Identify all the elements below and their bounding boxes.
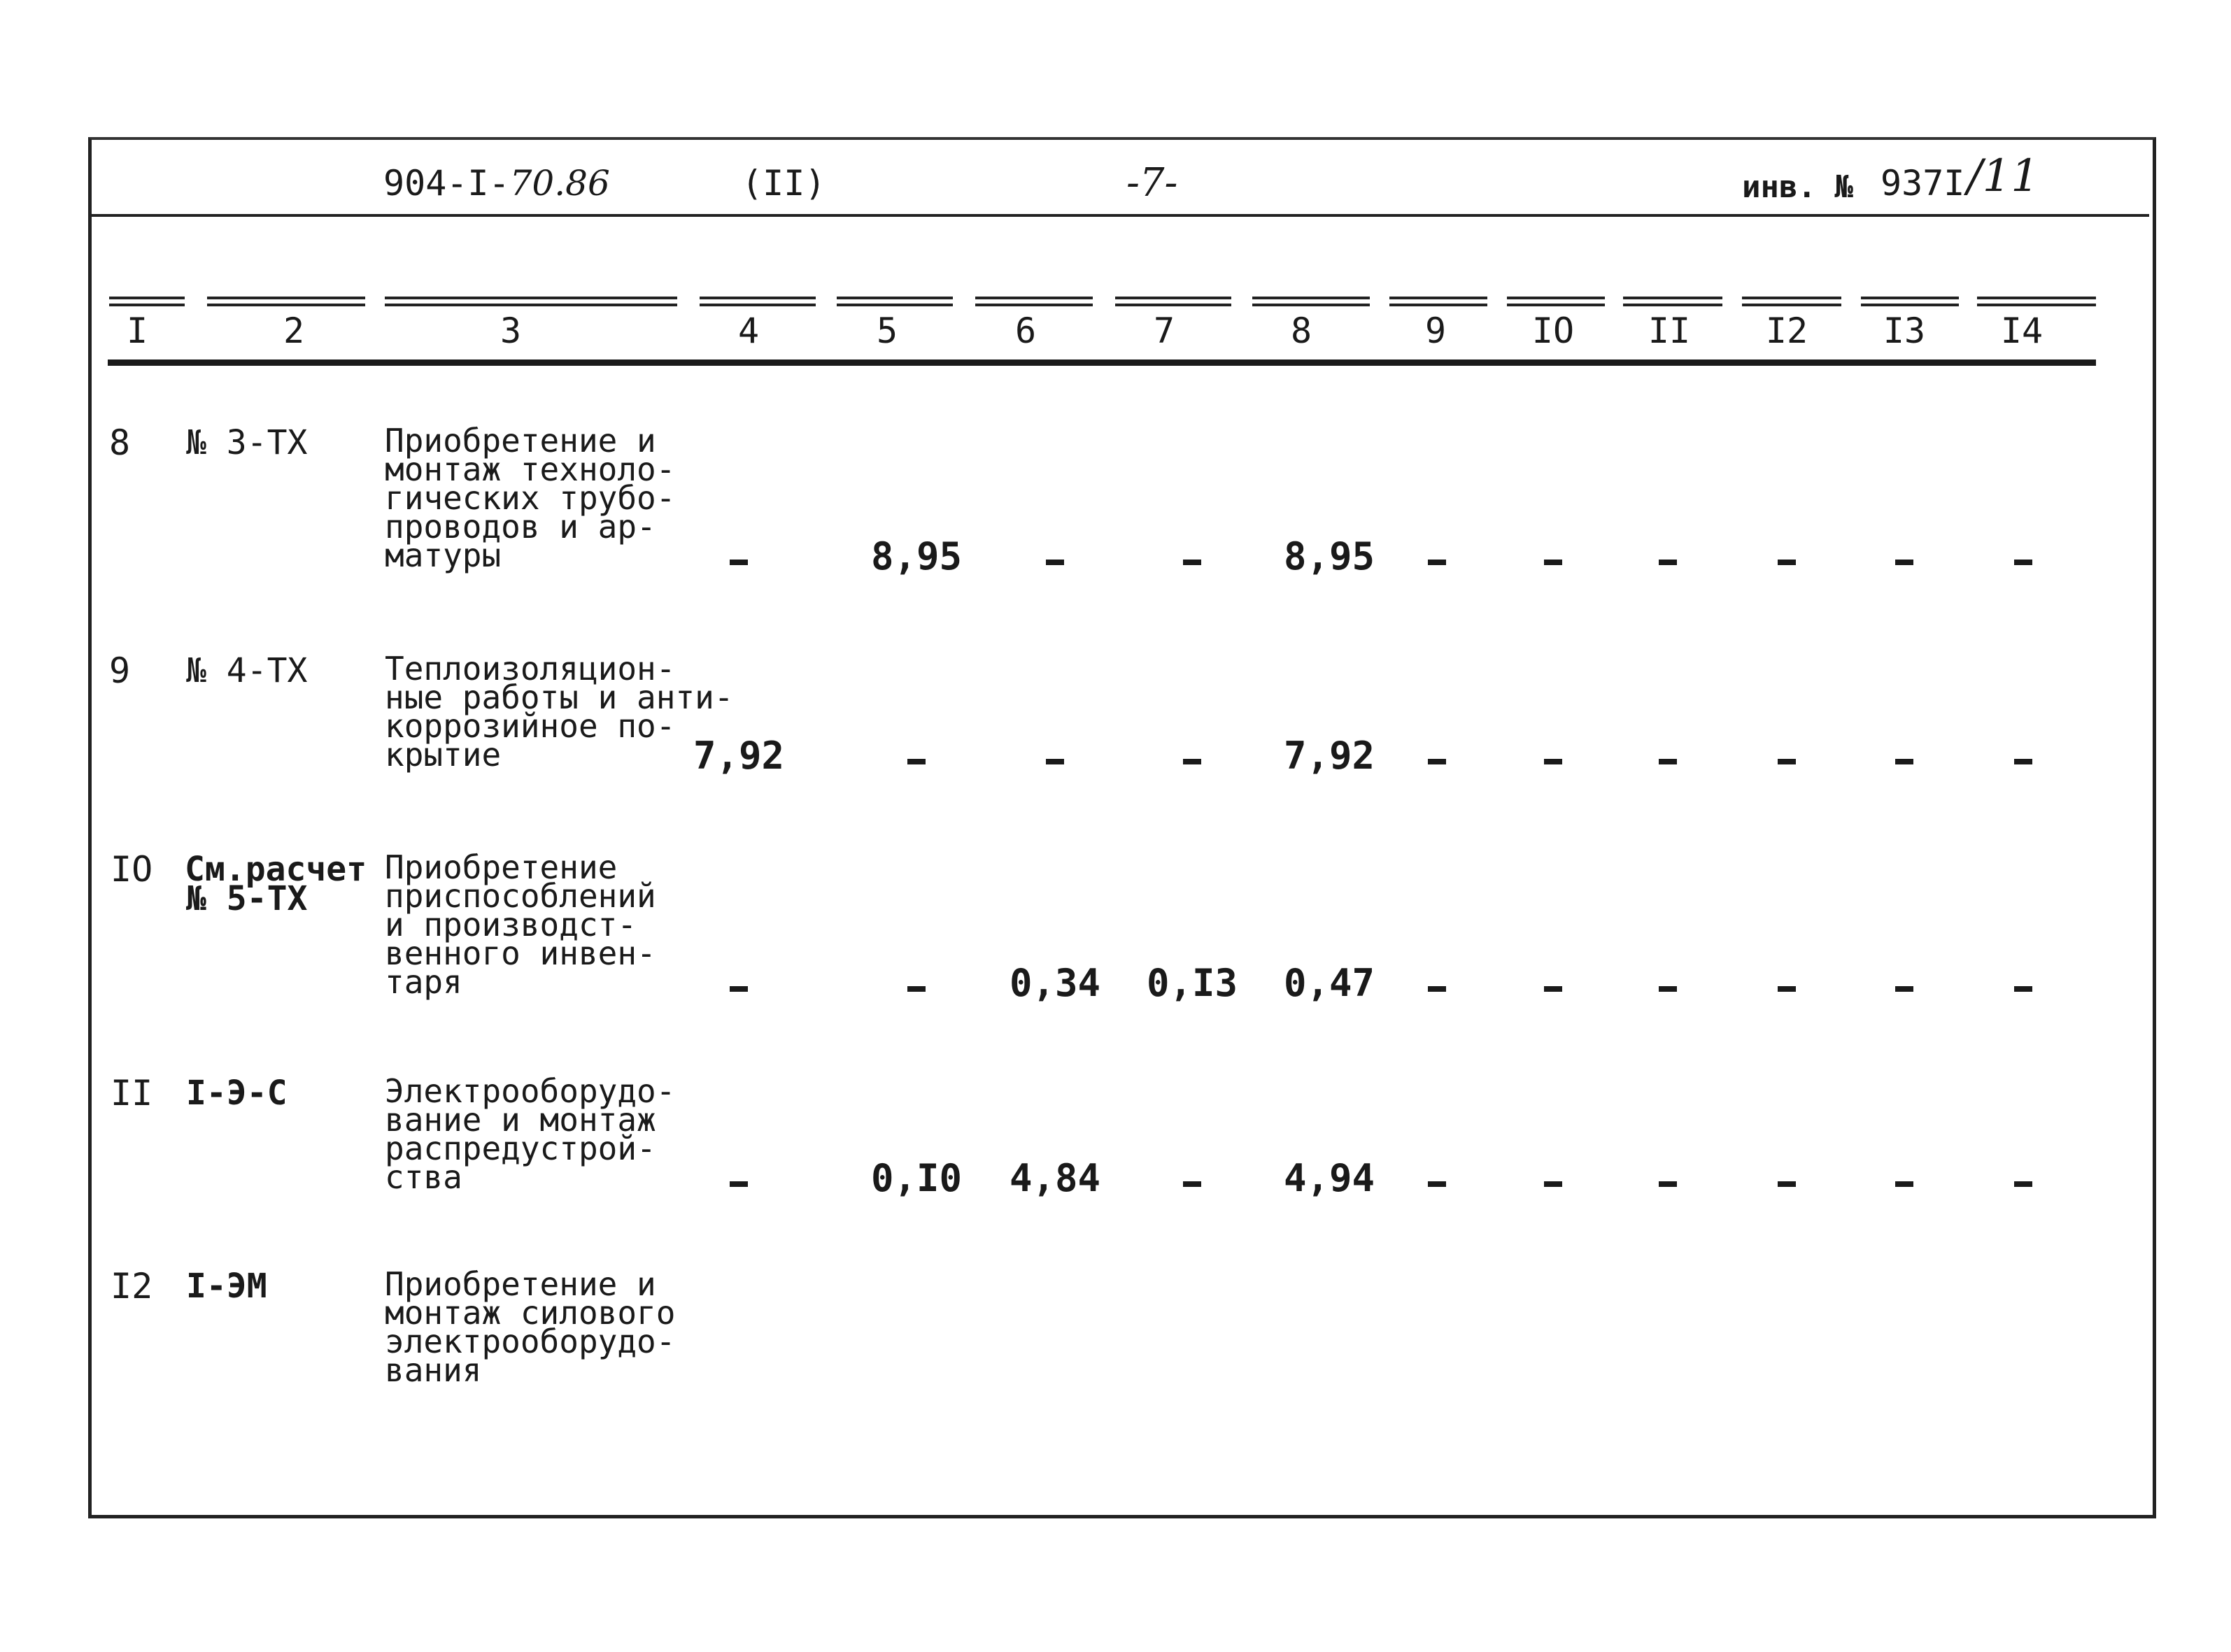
value-cell: 8,95 bbox=[1283, 534, 1375, 578]
empty-value-dash bbox=[1659, 1181, 1677, 1187]
header-separator bbox=[90, 214, 2149, 217]
row-description-line: ные работы и анти- bbox=[385, 678, 734, 716]
column-number: 7 bbox=[1153, 311, 1175, 351]
empty-value-dash bbox=[1895, 560, 1913, 565]
empty-value-dash bbox=[1183, 560, 1201, 565]
empty-value-dash bbox=[1544, 1181, 1562, 1187]
column-number: 4 bbox=[737, 311, 760, 351]
column-dash-rule bbox=[1977, 297, 2096, 306]
empty-value-dash bbox=[1428, 560, 1446, 565]
empty-value-dash bbox=[1895, 1181, 1913, 1187]
column-number: 8 bbox=[1290, 311, 1312, 351]
empty-value-dash bbox=[1544, 560, 1562, 565]
row-number: 8 bbox=[109, 422, 131, 463]
empty-value-dash bbox=[1183, 1181, 1201, 1187]
empty-value-dash bbox=[907, 986, 926, 992]
column-dash-rule bbox=[700, 297, 816, 306]
value-cell: 8,95 bbox=[870, 534, 963, 578]
column-number: I bbox=[126, 311, 148, 351]
empty-value-dash bbox=[1778, 560, 1796, 565]
column-number: I4 bbox=[2000, 311, 2044, 351]
row-description-line: матуры bbox=[385, 536, 502, 574]
column-number: 2 bbox=[283, 311, 305, 351]
row-description-line: проводов и ар- bbox=[385, 508, 656, 546]
empty-value-dash bbox=[1428, 986, 1446, 992]
row-reference: № 5-ТХ bbox=[186, 879, 308, 918]
empty-value-dash bbox=[730, 1181, 748, 1187]
empty-value-dash bbox=[2014, 759, 2032, 764]
column-dash-rule bbox=[1389, 297, 1487, 306]
empty-value-dash bbox=[1895, 759, 1913, 764]
doc-code bbox=[383, 162, 610, 204]
empty-value-dash bbox=[907, 759, 926, 764]
column-dash-rule bbox=[109, 297, 185, 306]
row-description-line: монтаж техноло- bbox=[385, 450, 676, 488]
column-dash-rule bbox=[1623, 297, 1722, 306]
row-description-line: ства bbox=[385, 1158, 462, 1196]
column-number: IO bbox=[1531, 311, 1575, 351]
empty-value-dash bbox=[2014, 560, 2032, 565]
empty-value-dash bbox=[1659, 759, 1677, 764]
empty-value-dash bbox=[1778, 1181, 1796, 1187]
empty-value-dash bbox=[1778, 986, 1796, 992]
row-description-line: вания bbox=[385, 1351, 482, 1389]
inventory-suffix: /11 bbox=[1967, 150, 2039, 202]
column-number: I3 bbox=[1883, 311, 1926, 351]
empty-value-dash bbox=[730, 986, 748, 992]
empty-value-dash bbox=[1046, 560, 1064, 565]
column-dash-rule bbox=[207, 297, 365, 306]
row-description-line: вание и монтаж bbox=[385, 1101, 656, 1139]
inventory-number: 937I bbox=[1881, 163, 1965, 204]
doc-code-prefix: 904-I- bbox=[383, 163, 510, 204]
row-description-line: таря bbox=[385, 963, 462, 1001]
row-description-line: Приобретение и bbox=[385, 422, 656, 460]
empty-value-dash bbox=[1428, 1181, 1446, 1187]
row-number: 9 bbox=[109, 650, 131, 691]
value-cell: 0,I0 bbox=[870, 1156, 963, 1200]
value-cell: 0,34 bbox=[1009, 961, 1101, 1005]
column-dash-rule bbox=[1115, 297, 1231, 306]
row-number: I2 bbox=[111, 1266, 153, 1306]
empty-value-dash bbox=[2014, 1181, 2032, 1187]
doc-code-handwritten: 70.86 bbox=[509, 163, 610, 204]
empty-value-dash bbox=[730, 560, 748, 565]
row-reference: № 4-ТХ bbox=[186, 651, 308, 690]
row-description-line: электрооборудо- bbox=[385, 1323, 676, 1360]
column-number: 9 bbox=[1424, 311, 1447, 351]
empty-value-dash bbox=[1544, 986, 1562, 992]
row-description-line: распредустрой- bbox=[385, 1130, 656, 1167]
value-cell: 4,94 bbox=[1283, 1156, 1375, 1200]
value-cell: 4,84 bbox=[1009, 1156, 1101, 1200]
doc-part: (II) bbox=[742, 163, 826, 204]
empty-value-dash bbox=[1659, 560, 1677, 565]
value-cell: 0,47 bbox=[1283, 961, 1375, 1005]
column-number: 6 bbox=[1014, 311, 1037, 351]
row-description-line: венного инвен- bbox=[385, 934, 656, 972]
row-description-line: крытие bbox=[385, 736, 502, 774]
column-number: II bbox=[1648, 311, 1691, 351]
column-dash-rule bbox=[1742, 297, 1841, 306]
column-dash-rule bbox=[837, 297, 953, 306]
empty-value-dash bbox=[1046, 759, 1064, 764]
row-number: II bbox=[111, 1073, 153, 1113]
page-number: -7- bbox=[1126, 160, 1178, 206]
column-number: 5 bbox=[876, 311, 898, 351]
row-description-line: Теплоизоляцион- bbox=[385, 650, 676, 688]
inventory-label: инв. № bbox=[1742, 169, 1853, 205]
column-dash-rule bbox=[385, 297, 677, 306]
column-dash-rule bbox=[975, 297, 1093, 306]
empty-value-dash bbox=[1895, 986, 1913, 992]
row-description-line: Электрооборудо- bbox=[385, 1072, 676, 1110]
column-dash-rule bbox=[1861, 297, 1959, 306]
row-description-line: гических трубо- bbox=[385, 479, 676, 517]
empty-value-dash bbox=[1778, 759, 1796, 764]
empty-value-dash bbox=[2014, 986, 2032, 992]
row-number: IO bbox=[111, 849, 153, 890]
empty-value-dash bbox=[1544, 759, 1562, 764]
row-description-line: монтаж силового bbox=[385, 1294, 676, 1332]
row-description-line: коррозийное по- bbox=[385, 707, 676, 745]
column-dash-rule bbox=[1252, 297, 1370, 306]
column-dash-rule bbox=[1507, 297, 1605, 306]
row-description-line: Приобретение bbox=[385, 848, 618, 886]
row-reference: I-Э-С bbox=[186, 1074, 288, 1113]
value-cell: 0,I3 bbox=[1146, 961, 1238, 1005]
empty-value-dash bbox=[1428, 759, 1446, 764]
value-cell: 7,92 bbox=[693, 734, 785, 778]
row-description-line: и производст- bbox=[385, 906, 637, 944]
empty-value-dash bbox=[1183, 759, 1201, 764]
row-reference: № 3-ТХ bbox=[186, 423, 308, 462]
empty-value-dash bbox=[1659, 986, 1677, 992]
row-description-line: приспособлений bbox=[385, 877, 656, 915]
column-number: 3 bbox=[500, 311, 522, 351]
row-description-line: Приобретение и bbox=[385, 1265, 656, 1303]
column-number: I2 bbox=[1765, 311, 1808, 351]
column-header-rule bbox=[108, 359, 2096, 366]
row-reference: См.расчет bbox=[185, 850, 367, 889]
value-cell: 7,92 bbox=[1283, 734, 1375, 778]
row-reference: I-ЭМ bbox=[186, 1267, 267, 1306]
